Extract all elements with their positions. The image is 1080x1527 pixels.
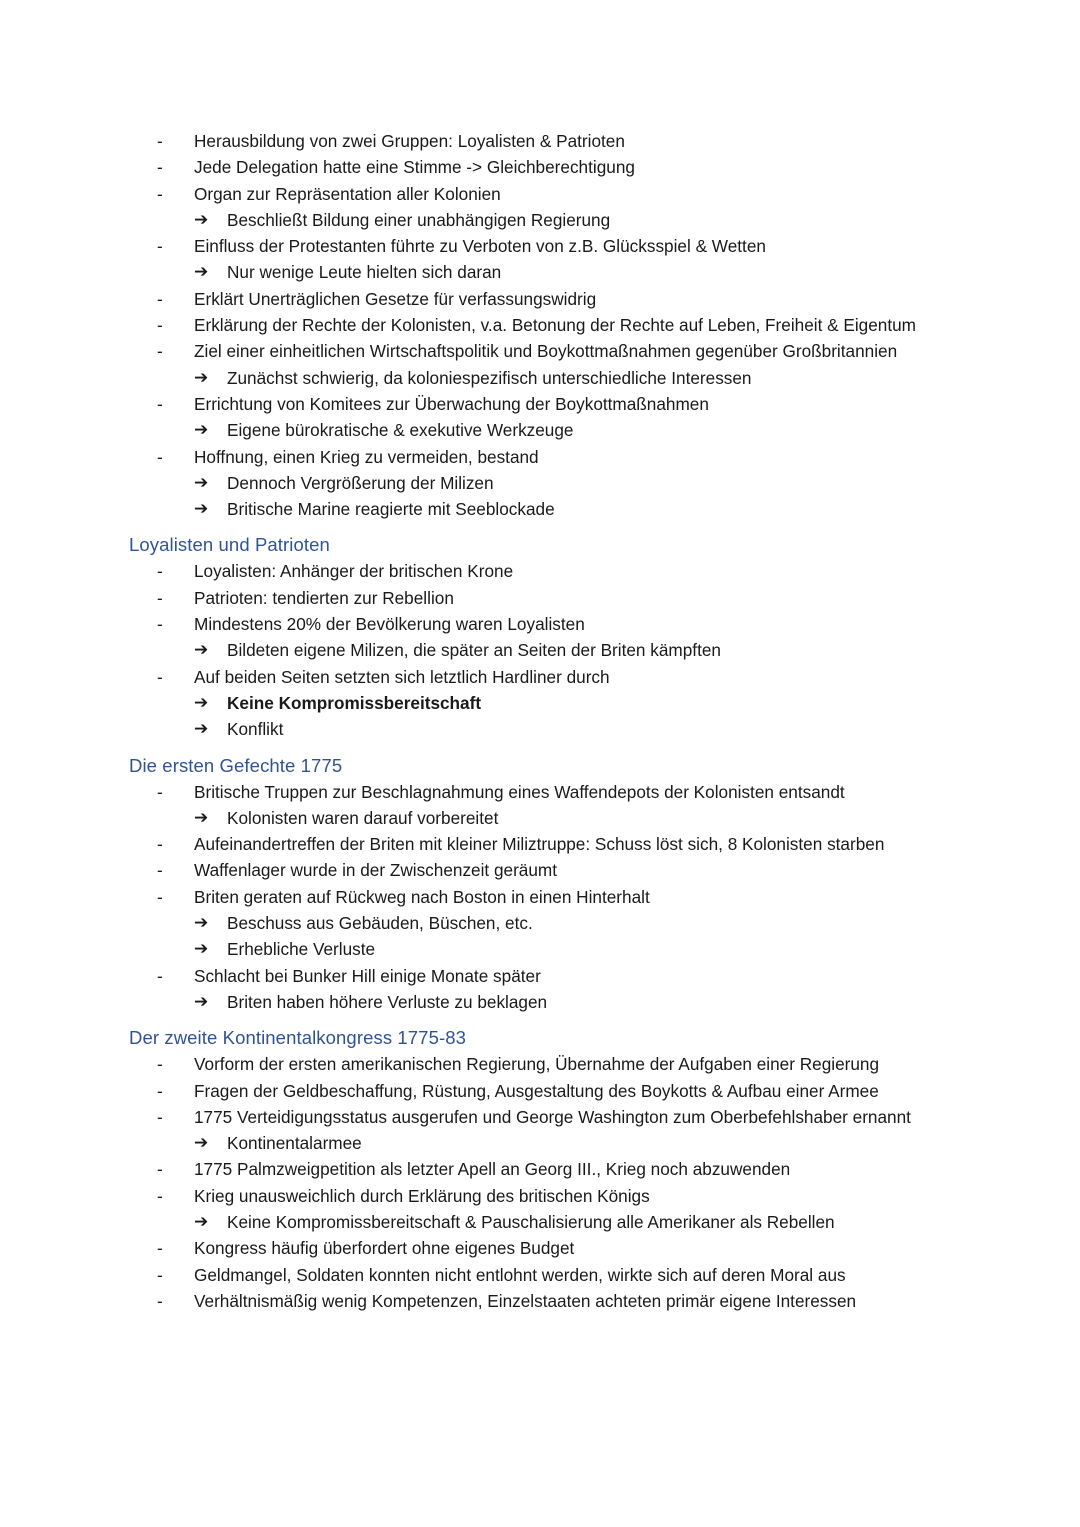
dash-bullet-icon: - [157,834,163,855]
dash-bullet-icon: - [157,666,163,687]
bullet-item [157,963,954,989]
bullet-item [157,664,954,690]
sub-item-text: Britische Marine reagierte mit Seeblockade [227,499,555,520]
section [0,1015,1080,1314]
dash-bullet-icon: - [157,393,163,414]
section-spacer [0,743,1080,753]
dash-bullet-icon: - [157,1080,163,1101]
sub-item-text: Keine Kompromissbereitschaft [227,692,482,713]
bullet-text: Verhältnismäßig wenig Kompetenzen, Einzelstaaten achteten primär eigene Interessen [194,1290,857,1311]
section-heading: Loyalisten und Patrioten [129,534,330,556]
arrow-sub-item [194,1209,967,1235]
dash-bullet-icon: - [157,183,163,204]
bullet-item [157,233,954,259]
arrow-right-icon: ➔ [194,262,209,282]
bullet-item [157,154,954,180]
bullet-item [157,444,954,470]
bullet-item [157,128,954,154]
arrow-sub-item [194,365,967,391]
bullet-text: Krieg unausweichlich durch Erklärung des britischen Königs [194,1185,650,1206]
section-heading: Die ersten Gefechte 1775 [129,754,343,776]
bullet-item [157,857,954,883]
document-page [0,128,1080,1314]
arrow-right-icon: ➔ [194,640,209,660]
sub-item-text: Zunächst schwierig, da koloniespezifisch unterschiedliche Interessen [227,367,752,388]
dash-bullet-icon: - [157,288,163,309]
bullet-item [157,585,954,611]
dash-bullet-icon: - [157,1238,163,1259]
arrow-right-icon: ➔ [194,939,209,959]
arrow-sub-item [194,207,967,233]
dash-bullet-icon: - [157,781,163,802]
bullet-text: Kongress häufig überfordert ohne eigenes Budget [194,1238,575,1259]
arrow-sub-item [194,716,967,742]
dash-bullet-icon: - [157,315,163,336]
bullet-text: Vorform der ersten amerikanischen Regierung, Übernahme der Aufgaben einer Regierung [194,1054,880,1075]
sub-item-text: Kontinentalarmee [227,1133,362,1154]
dash-bullet-icon: - [157,1159,163,1180]
arrow-right-icon: ➔ [194,472,209,492]
bullet-item [157,1262,954,1288]
bullet-text: Hoffnung, einen Krieg zu vermeiden, bestand [194,446,539,467]
bullet-item [157,286,954,312]
dash-bullet-icon: - [157,1054,163,1075]
bullet-item [157,1078,954,1104]
bullet-text: Jede Delegation hatte eine Stimme -> Gleichberechtigung [194,157,635,178]
dash-bullet-icon: - [157,236,163,257]
bullet-item [157,1051,954,1077]
dash-bullet-icon: - [157,1290,163,1311]
dash-bullet-icon: - [157,1106,163,1127]
section-spacer [0,522,1080,532]
section [0,743,1080,1016]
sub-item-text: Konflikt [227,719,284,740]
bullet-text: Britische Truppen zur Beschlagnahmung eines Waffendepots der Kolonisten entsandt [194,781,845,802]
dash-bullet-icon: - [157,446,163,467]
bullet-item [157,338,954,364]
bullet-item [157,181,954,207]
bullet-text: Aufeinandertreffen der Briten mit kleiner Miliztruppe: Schuss löst sich, 8 Kolonisten starben [194,834,885,855]
arrow-sub-item [194,417,967,443]
sub-item-text: Eigene bürokratische & exekutive Werkzeuge [227,420,574,441]
arrow-right-icon: ➔ [194,807,209,827]
dash-bullet-icon: - [157,587,163,608]
section-spacer [0,1015,1080,1025]
arrow-right-icon: ➔ [194,209,209,229]
arrow-sub-item [194,936,967,962]
dash-bullet-icon: - [157,860,163,881]
sub-item-text: Erhebliche Verluste [227,939,376,960]
bullet-text: Erklärung der Rechte der Kolonisten, v.a. Betonung der Rechte auf Leben, Freiheit & Eigentum [194,315,916,336]
bullet-item [157,884,954,910]
bullet-text: Waffenlager wurde in der Zwischenzeit geräumt [194,860,558,881]
section [0,128,1080,522]
dash-bullet-icon: - [157,131,163,151]
bullet-text: Errichtung von Komitees zur Überwachung der Boykottmaßnahmen [194,393,709,414]
arrow-sub-item [194,637,967,663]
sub-item-text: Briten haben höhere Verluste zu beklagen [227,991,548,1012]
dash-bullet-icon: - [157,886,163,907]
bullet-text: 1775 Palmzweigpetition als letzter Apell an Georg III., Krieg noch abzuwenden [194,1159,791,1180]
sub-item-text: Beschließt Bildung einer unabhängigen Regierung [227,209,611,230]
bullet-item [157,779,954,805]
dash-bullet-icon: - [157,1264,163,1285]
bullet-text: Schlacht bei Bunker Hill einige Monate später [194,965,541,986]
bullet-text: Organ zur Repräsentation aller Kolonien [194,183,501,204]
arrow-sub-item [194,470,967,496]
sub-item-text: Dennoch Vergrößerung der Milizen [227,472,494,493]
arrow-sub-item [194,1130,967,1156]
bullet-item [157,1156,954,1182]
dash-bullet-icon: - [157,1185,163,1206]
arrow-right-icon: ➔ [194,1211,209,1231]
arrow-right-icon: ➔ [194,719,209,739]
dash-bullet-icon: - [157,614,163,635]
dash-bullet-icon: - [157,341,163,362]
bullet-item [157,831,954,857]
arrow-sub-item [194,910,967,936]
arrow-right-icon: ➔ [194,913,209,933]
bullet-item [157,391,954,417]
dash-bullet-icon: - [157,157,163,178]
bullet-text: Briten geraten auf Rückweg nach Boston in einen Hinterhalt [194,886,650,907]
bullet-text: Herausbildung von zwei Gruppen: Loyalisten & Patrioten [194,131,625,151]
bullet-item [157,558,954,584]
arrow-sub-item [194,496,967,522]
bullet-item [157,1288,954,1314]
bullet-item [157,611,954,637]
arrow-right-icon: ➔ [194,367,209,387]
arrow-right-icon: ➔ [194,991,209,1011]
arrow-sub-item [194,805,967,831]
sub-item-text: Keine Kompromissbereitschaft & Pauschalisierung alle Amerikaner als Rebellen [227,1211,835,1232]
bullet-item [157,1183,954,1209]
arrow-right-icon: ➔ [194,499,209,519]
bullet-text: Loyalisten: Anhänger der britischen Krone [194,561,514,582]
bullet-text: Ziel einer einheitlichen Wirtschaftspolitik und Boykottmaßnahmen gegenüber Großbritannien [194,341,898,362]
arrow-sub-item [194,690,967,716]
bullet-text: Erklärt Unerträglichen Gesetze für verfassungswidrig [194,288,597,309]
dash-bullet-icon: - [157,965,163,986]
sub-item-text: Bildeten eigene Milizen, die später an Seiten der Briten kämpften [227,640,721,661]
arrow-right-icon: ➔ [194,1133,209,1153]
arrow-sub-item [194,989,967,1015]
sub-item-text: Nur wenige Leute hielten sich daran [227,262,502,283]
section-heading: Der zweite Kontinentalkongress 1775-83 [129,1027,466,1049]
bullet-item [157,312,954,338]
arrow-right-icon: ➔ [194,420,209,440]
sub-item-text: Kolonisten waren darauf vorbereitet [227,807,499,828]
bullet-text: Auf beiden Seiten setzten sich letztlich Hardliner durch [194,666,610,687]
arrow-right-icon: ➔ [194,692,209,712]
bullet-item [157,1104,954,1130]
bullet-text: Einfluss der Protestanten führte zu Verboten von z.B. Glücksspiel & Wetten [194,236,766,257]
arrow-sub-item [194,259,967,285]
sub-item-text: Beschuss aus Gebäuden, Büschen, etc. [227,913,533,934]
section [0,522,1080,742]
dash-bullet-icon: - [157,561,163,582]
bullet-text: 1775 Verteidigungsstatus ausgerufen und George Washington zum Oberbefehlshaber ernannt [194,1106,911,1127]
bullet-text: Mindestens 20% der Bevölkerung waren Loyalisten [194,614,585,635]
bullet-text: Patrioten: tendierten zur Rebellion [194,587,454,608]
bullet-text: Geldmangel, Soldaten konnten nicht entlohnt werden, wirkte sich auf deren Moral aus [194,1264,846,1285]
bullet-text: Fragen der Geldbeschaffung, Rüstung, Ausgestaltung des Boykotts & Aufbau einer Armee [194,1080,879,1101]
bullet-item [157,1235,954,1261]
